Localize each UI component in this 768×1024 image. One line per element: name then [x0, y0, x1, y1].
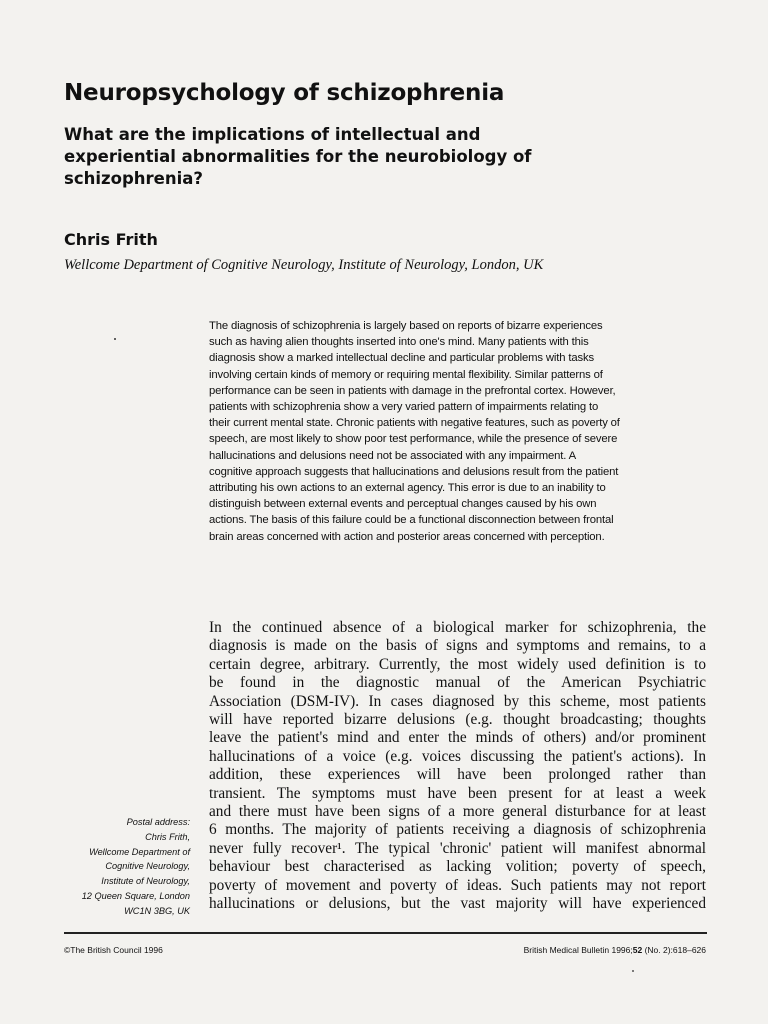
body-text — [209, 619, 706, 914]
body-line: leave the patient's mind and enter the minds of others) and/or prominent — [209, 729, 706, 747]
journal-volume: 52 — [632, 945, 643, 955]
postal-address-line: Wellcome Department of — [89, 846, 190, 857]
body-line: and there must have been signs of a more general disturbance for at least — [209, 803, 706, 821]
postal-address-line: 12 Queen Square, London — [81, 890, 190, 901]
subtitle-line: schizophrenia? — [64, 169, 203, 188]
body-line: In the continued absence of a biological marker for schizophrenia, the — [209, 619, 706, 636]
postal-address-line: Cognitive Neurology, — [105, 861, 190, 872]
footer-rule — [64, 932, 707, 934]
postal-address-line: Postal address: — [126, 817, 190, 827]
postal-address-line: Chris Frith, — [145, 831, 190, 842]
postal-address-line: WC1N 3BG, UK — [124, 905, 190, 916]
abstract-line: hallucinations and delusions need not be associated with any impairment. A — [209, 449, 576, 462]
journal-issue-pages: (No. 2):618–626 — [642, 945, 706, 955]
abstract-line: speech, are most likely to show poor test performance, while the presence of severe — [209, 433, 618, 446]
body-line: 6 months. The majority of patients receiving a diagnosis of schizophrenia — [209, 821, 706, 839]
author-affiliation: Wellcome Department of Cognitive Neurology, Institute of Neurology, London, UK — [64, 257, 544, 273]
abstract-line: brain areas concerned with action and posterior areas concerned with perception. — [209, 530, 605, 543]
article-subtitle — [64, 124, 584, 190]
postal-address — [40, 815, 190, 919]
abstract-line: patients with schizophrenia show a very varied pattern of impairments relating to — [209, 401, 599, 414]
article-title: Neuropsychology of schizophrenia — [64, 80, 505, 106]
body-line: never fully recover¹. The typical 'chronic' patient will manifest abnormal — [209, 839, 706, 857]
abstract-line: their current mental state. Chronic patients with negative features, such as poverty of — [209, 417, 620, 430]
postal-address-line: Institute of Neurology, — [101, 876, 190, 887]
body-line: hallucinations or delusions, but the vast majority will have experienced — [209, 895, 706, 913]
speck-mark — [114, 338, 116, 340]
abstract-line: performance can be seen in patients with damage in the prefrontal cortex. However, — [209, 384, 616, 397]
abstract-line: actions. The basis of this failure could be a functional disconnection between frontal — [209, 514, 614, 527]
author-name: Chris Frith — [64, 230, 158, 249]
subtitle-line: experiential abnormalities for the neurobiology of — [64, 147, 532, 166]
abstract-line: The diagnosis of schizophrenia is largely based on reports of bizarre experiences — [209, 320, 603, 332]
copyright-notice: ©The British Council 1996 — [64, 945, 163, 955]
abstract-line: involving certain kinds of memory or requiring mental flexibility. Similar patterns of — [209, 368, 603, 381]
body-line: Association (DSM-IV). In cases diagnosed by this scheme, most patients — [209, 692, 706, 710]
abstract-line: distinguish between external events and perceptual changes caused by his own — [209, 498, 597, 511]
journal-name: British Medical Bulletin 1996; — [523, 945, 633, 955]
body-line: behaviour best characterised as lacking volition; poverty of speech, — [209, 858, 706, 876]
body-line: will have reported bizarre delusions (e.g. thought broadcasting; thoughts — [209, 711, 706, 729]
abstract-line: such as having alien thoughts inserted into one's mind. Many patients with this — [209, 336, 589, 349]
body-line: be found in the diagnostic manual of the American Psychiatric — [209, 674, 706, 692]
body-line: diagnosis is made on the basis of signs and symptoms and remains, to a — [209, 637, 706, 655]
abstract-line: diagnosis show a marked intellectual decline and particular problems with tasks — [209, 352, 594, 365]
body-line: hallucinations of a voice (e.g. voices discussing the patient's actions). In — [209, 747, 706, 765]
body-line: certain degree, arbitrary. Currently, the most widely used definition is to — [209, 655, 706, 673]
journal-citation — [524, 945, 706, 955]
abstract-line: attributing his own actions to an external agency. This error is due to an inability to — [209, 482, 606, 495]
abstract — [209, 318, 709, 545]
abstract-line: cognitive approach suggests that hallucinations and delusions result from the patient — [209, 465, 619, 478]
body-line: poverty of movement and poverty of ideas. Such patients may not report — [209, 876, 706, 894]
body-line: transient. The symptoms must have been present for at least a week — [209, 784, 706, 802]
subtitle-line: What are the implications of intellectual and — [64, 125, 481, 144]
body-line: addition, these experiences will have been prolonged rather than — [209, 766, 706, 784]
speck-mark — [632, 970, 634, 972]
